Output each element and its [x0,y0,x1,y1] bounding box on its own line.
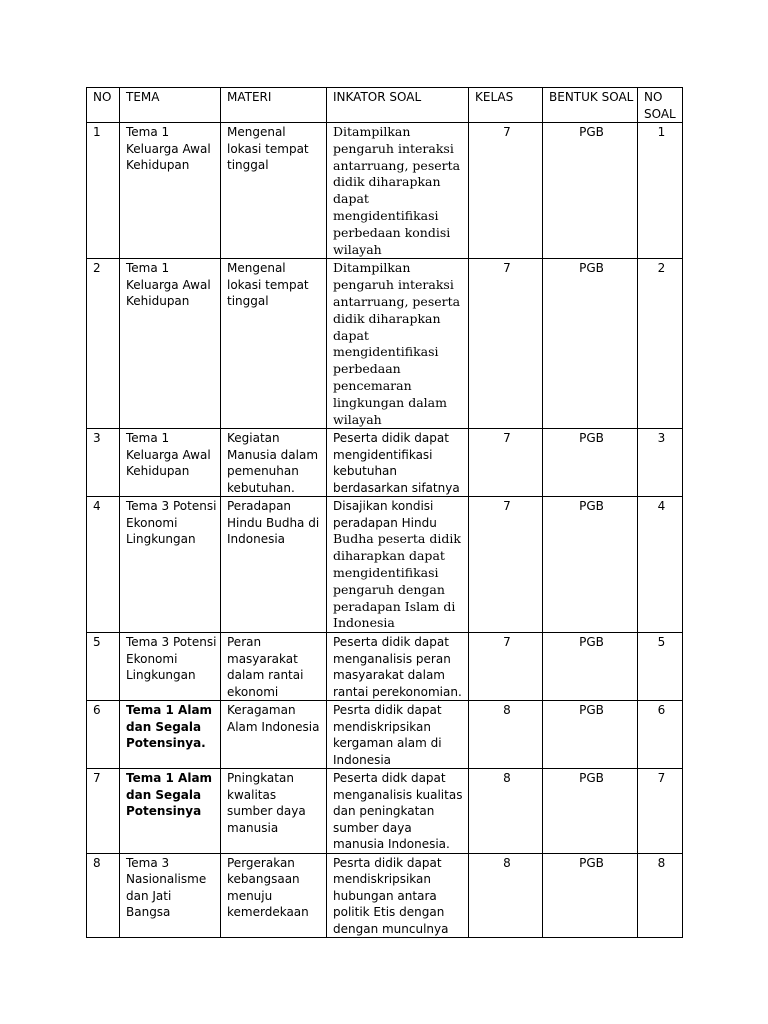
row-bentuk-soal: PGB [543,259,638,429]
row-no-soal: 1 [638,123,683,259]
row-indikator: Pesrta didik dapat mendiskripsikan hubungan antara politik Etis dengan dengan munculnya [327,853,469,938]
row-kelas: 7 [469,259,543,429]
row-no: 6 [87,701,120,769]
row-indikator: Ditampilkan pengaruh interaksi antarruang, peserta didik diharapkan dapat mengidentifikasi perbedaan kondisi wilayah [327,123,469,259]
row-tema: Tema 1 Keluarga Awal Kehidupan [120,429,221,497]
row-tema: Tema 1 Keluarga Awal Kehidupan [120,259,221,429]
question-grid-table [86,87,683,938]
row-no-soal: 4 [638,497,683,633]
row-indikator-lead: Disajikan kondisi peradapan Hindu [333,499,437,530]
row-tema: Tema 1 Alam dan Segala Potensinya [120,769,221,854]
table-row [87,123,683,259]
table-row [87,853,683,938]
row-materi: Peradapan Hindu Budha di Indonesia [221,497,327,633]
row-no-soal: 3 [638,429,683,497]
row-materi: Peran masyarakat dalam rantai ekonomi [221,633,327,701]
row-materi: Pergerakan kebangsaan menuju kemerdekaan [221,853,327,938]
row-no: 7 [87,769,120,854]
row-no-soal: 6 [638,701,683,769]
row-no-soal: 7 [638,769,683,854]
row-no: 8 [87,853,120,938]
row-no: 4 [87,497,120,633]
row-bentuk-soal: PGB [543,429,638,497]
row-kelas: 7 [469,497,543,633]
row-kelas: 8 [469,769,543,854]
header-no: NO [87,88,120,123]
row-no: 5 [87,633,120,701]
row-indikator-rest: Budha peserta didik diharapkan dapat mengidentifikasi pengaruh dengan peradapan Islam di Indonesia [333,531,461,631]
row-kelas: 7 [469,123,543,259]
row-materi: Pningkatan kwalitas sumber daya manusia [221,769,327,854]
row-bentuk-soal: PGB [543,853,638,938]
table-row [87,497,683,633]
row-tema: Tema 1 Alam dan Segala Potensinya. [120,701,221,769]
row-materi: Mengenal lokasi tempat tinggal [221,259,327,429]
table-row [87,769,683,854]
row-bentuk-soal: PGB [543,769,638,854]
row-no-soal: 5 [638,633,683,701]
header-row [87,88,683,123]
header-materi: MATERI [221,88,327,123]
row-bentuk-soal: PGB [543,633,638,701]
row-tema: Tema 3 Potensi Ekonomi Lingkungan [120,497,221,633]
row-no: 1 [87,123,120,259]
header-kelas: KELAS [469,88,543,123]
table-row [87,429,683,497]
row-no: 2 [87,259,120,429]
table-row [87,633,683,701]
row-no-soal: 8 [638,853,683,938]
row-bentuk-soal: PGB [543,701,638,769]
row-kelas: 8 [469,701,543,769]
row-materi: Mengenal lokasi tempat tinggal [221,123,327,259]
row-indikator: Ditampilkan pengaruh interaksi antarruang, peserta didik diharapkan dapat mengidentifikasi perbedaan pencemaran lingkungan dalam wilayah [327,259,469,429]
row-kelas: 8 [469,853,543,938]
row-indikator [327,497,469,633]
row-indikator: Peserta didik dapat menganalisis peran masyarakat dalam rantai perekonomian. [327,633,469,701]
table-row [87,259,683,429]
row-materi: Kegiatan Manusia dalam pemenuhan kebutuhan. [221,429,327,497]
row-no-soal: 2 [638,259,683,429]
row-kelas: 7 [469,633,543,701]
row-indikator: Pesrta didik dapat mendiskripsikan kergaman alam di Indonesia [327,701,469,769]
row-indikator: Peserta didk dapat menganalisis kualitas dan peningkatan sumber daya manusia Indonesia. [327,769,469,854]
row-bentuk-soal: PGB [543,497,638,633]
table-row [87,701,683,769]
row-tema: Tema 3 Potensi Ekonomi Lingkungan [120,633,221,701]
header-bentuk-soal: BENTUK SOAL [543,88,638,123]
row-materi: Keragaman Alam Indonesia [221,701,327,769]
row-indikator: Peserta didik dapat mengidentifikasi kebutuhan berdasarkan sifatnya [327,429,469,497]
row-bentuk-soal: PGB [543,123,638,259]
row-no: 3 [87,429,120,497]
row-tema: Tema 1 Keluarga Awal Kehidupan [120,123,221,259]
header-no-soal: NO SOAL [638,88,683,123]
row-tema: Tema 3 Nasionalisme dan Jati Bangsa [120,853,221,938]
row-kelas: 7 [469,429,543,497]
header-tema: TEMA [120,88,221,123]
header-indikator: INKATOR SOAL [327,88,469,123]
